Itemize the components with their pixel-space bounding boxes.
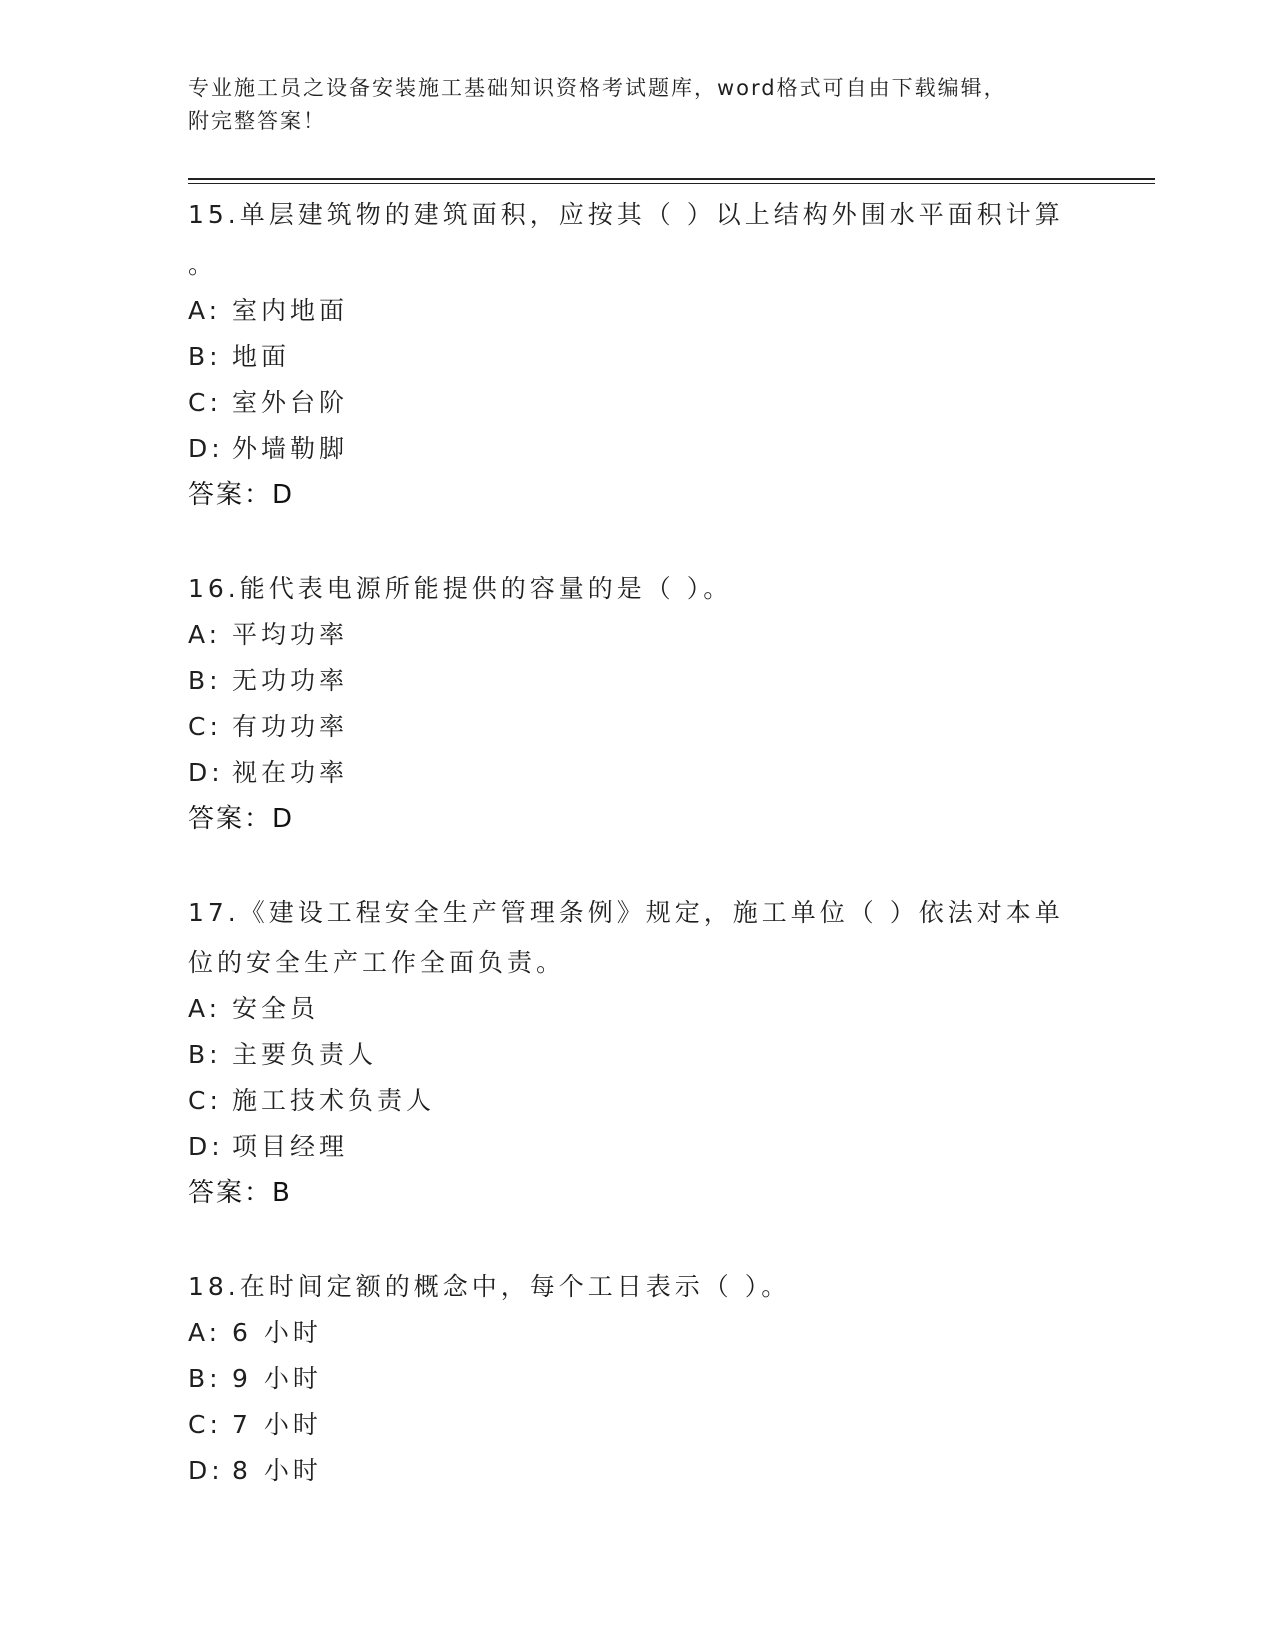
question-text: 18.在时间定额的概念中，每个工日表示（ ）。 xyxy=(188,1272,791,1301)
question-18 xyxy=(188,1260,1088,1494)
option-letter: C: xyxy=(188,1086,222,1115)
option-a xyxy=(188,612,1088,658)
option-list xyxy=(188,986,1088,1170)
option-text: 平均功率 xyxy=(232,620,349,649)
option-text: 施工技术负责人 xyxy=(232,1086,436,1115)
option-a xyxy=(188,986,1088,1032)
option-text: 室内地面 xyxy=(232,296,349,325)
answer-line: 答案：B xyxy=(188,1178,292,1208)
option-d xyxy=(188,1124,1088,1170)
option-text: 室外台阶 xyxy=(232,388,349,417)
option-text: 8 小时 xyxy=(232,1456,322,1485)
document-header xyxy=(188,72,1068,138)
question-16 xyxy=(188,562,1088,842)
question-list xyxy=(188,188,1088,1494)
header-line-2: 附完整答案！ xyxy=(188,109,326,133)
option-c xyxy=(188,380,1088,426)
question-gap xyxy=(188,518,1088,562)
option-list xyxy=(188,1310,1088,1494)
question-gap xyxy=(188,1216,1088,1260)
option-c xyxy=(188,1078,1088,1124)
header-divider-thick xyxy=(188,178,1155,180)
option-letter: A: xyxy=(188,1318,222,1347)
option-list xyxy=(188,612,1088,796)
option-letter: C: xyxy=(188,1410,222,1439)
option-letter: D: xyxy=(188,1456,224,1485)
option-text: 项目经理 xyxy=(232,1132,349,1161)
option-list xyxy=(188,288,1088,472)
question-17 xyxy=(188,886,1088,1216)
question-text-continued: 。 xyxy=(188,250,218,279)
option-d xyxy=(188,750,1088,796)
option-letter: B: xyxy=(188,342,222,371)
option-letter: A: xyxy=(188,296,222,325)
option-text: 安全员 xyxy=(232,994,320,1023)
answer-line: 答案：D xyxy=(188,480,295,510)
option-text: 7 小时 xyxy=(232,1410,322,1439)
option-letter: C: xyxy=(188,388,222,417)
option-letter: D: xyxy=(188,758,224,787)
option-text: 地面 xyxy=(232,342,291,371)
option-b xyxy=(188,1032,1088,1078)
question-gap xyxy=(188,842,1088,886)
option-d xyxy=(188,426,1088,472)
option-c xyxy=(188,704,1088,750)
option-letter: D: xyxy=(188,434,224,463)
option-letter: A: xyxy=(188,994,222,1023)
header-line-1: 专业施工员之设备安装施工基础知识资格考试题库，word格式可自由下载编辑， xyxy=(188,76,1007,100)
option-d xyxy=(188,1448,1088,1494)
header-divider-thin xyxy=(188,183,1155,184)
question-15 xyxy=(188,188,1088,518)
question-text: 17.《建设工程安全生产管理条例》规定，施工单位（ ）依法对本单 xyxy=(188,898,1064,927)
option-letter: C: xyxy=(188,712,222,741)
option-text: 主要负责人 xyxy=(232,1040,378,1069)
option-text: 6 小时 xyxy=(232,1318,322,1347)
option-b xyxy=(188,334,1088,380)
option-text: 视在功率 xyxy=(232,758,349,787)
option-text: 无功功率 xyxy=(232,666,349,695)
question-text: 15.单层建筑物的建筑面积，应按其（ ）以上结构外围水平面积计算 xyxy=(188,200,1064,229)
option-a xyxy=(188,1310,1088,1356)
question-text-continued: 位的安全生产工作全面负责。 xyxy=(188,948,566,977)
option-b xyxy=(188,1356,1088,1402)
option-b xyxy=(188,658,1088,704)
option-text: 9 小时 xyxy=(232,1364,322,1393)
answer-line: 答案：D xyxy=(188,804,295,834)
option-letter: B: xyxy=(188,1364,222,1393)
option-text: 外墙勒脚 xyxy=(232,434,349,463)
option-letter: A: xyxy=(188,620,222,649)
option-c xyxy=(188,1402,1088,1448)
option-letter: D: xyxy=(188,1132,224,1161)
option-a xyxy=(188,288,1088,334)
question-text: 16.能代表电源所能提供的容量的是（ ）。 xyxy=(188,574,733,603)
option-letter: B: xyxy=(188,1040,222,1069)
option-text: 有功功率 xyxy=(232,712,349,741)
option-letter: B: xyxy=(188,666,222,695)
